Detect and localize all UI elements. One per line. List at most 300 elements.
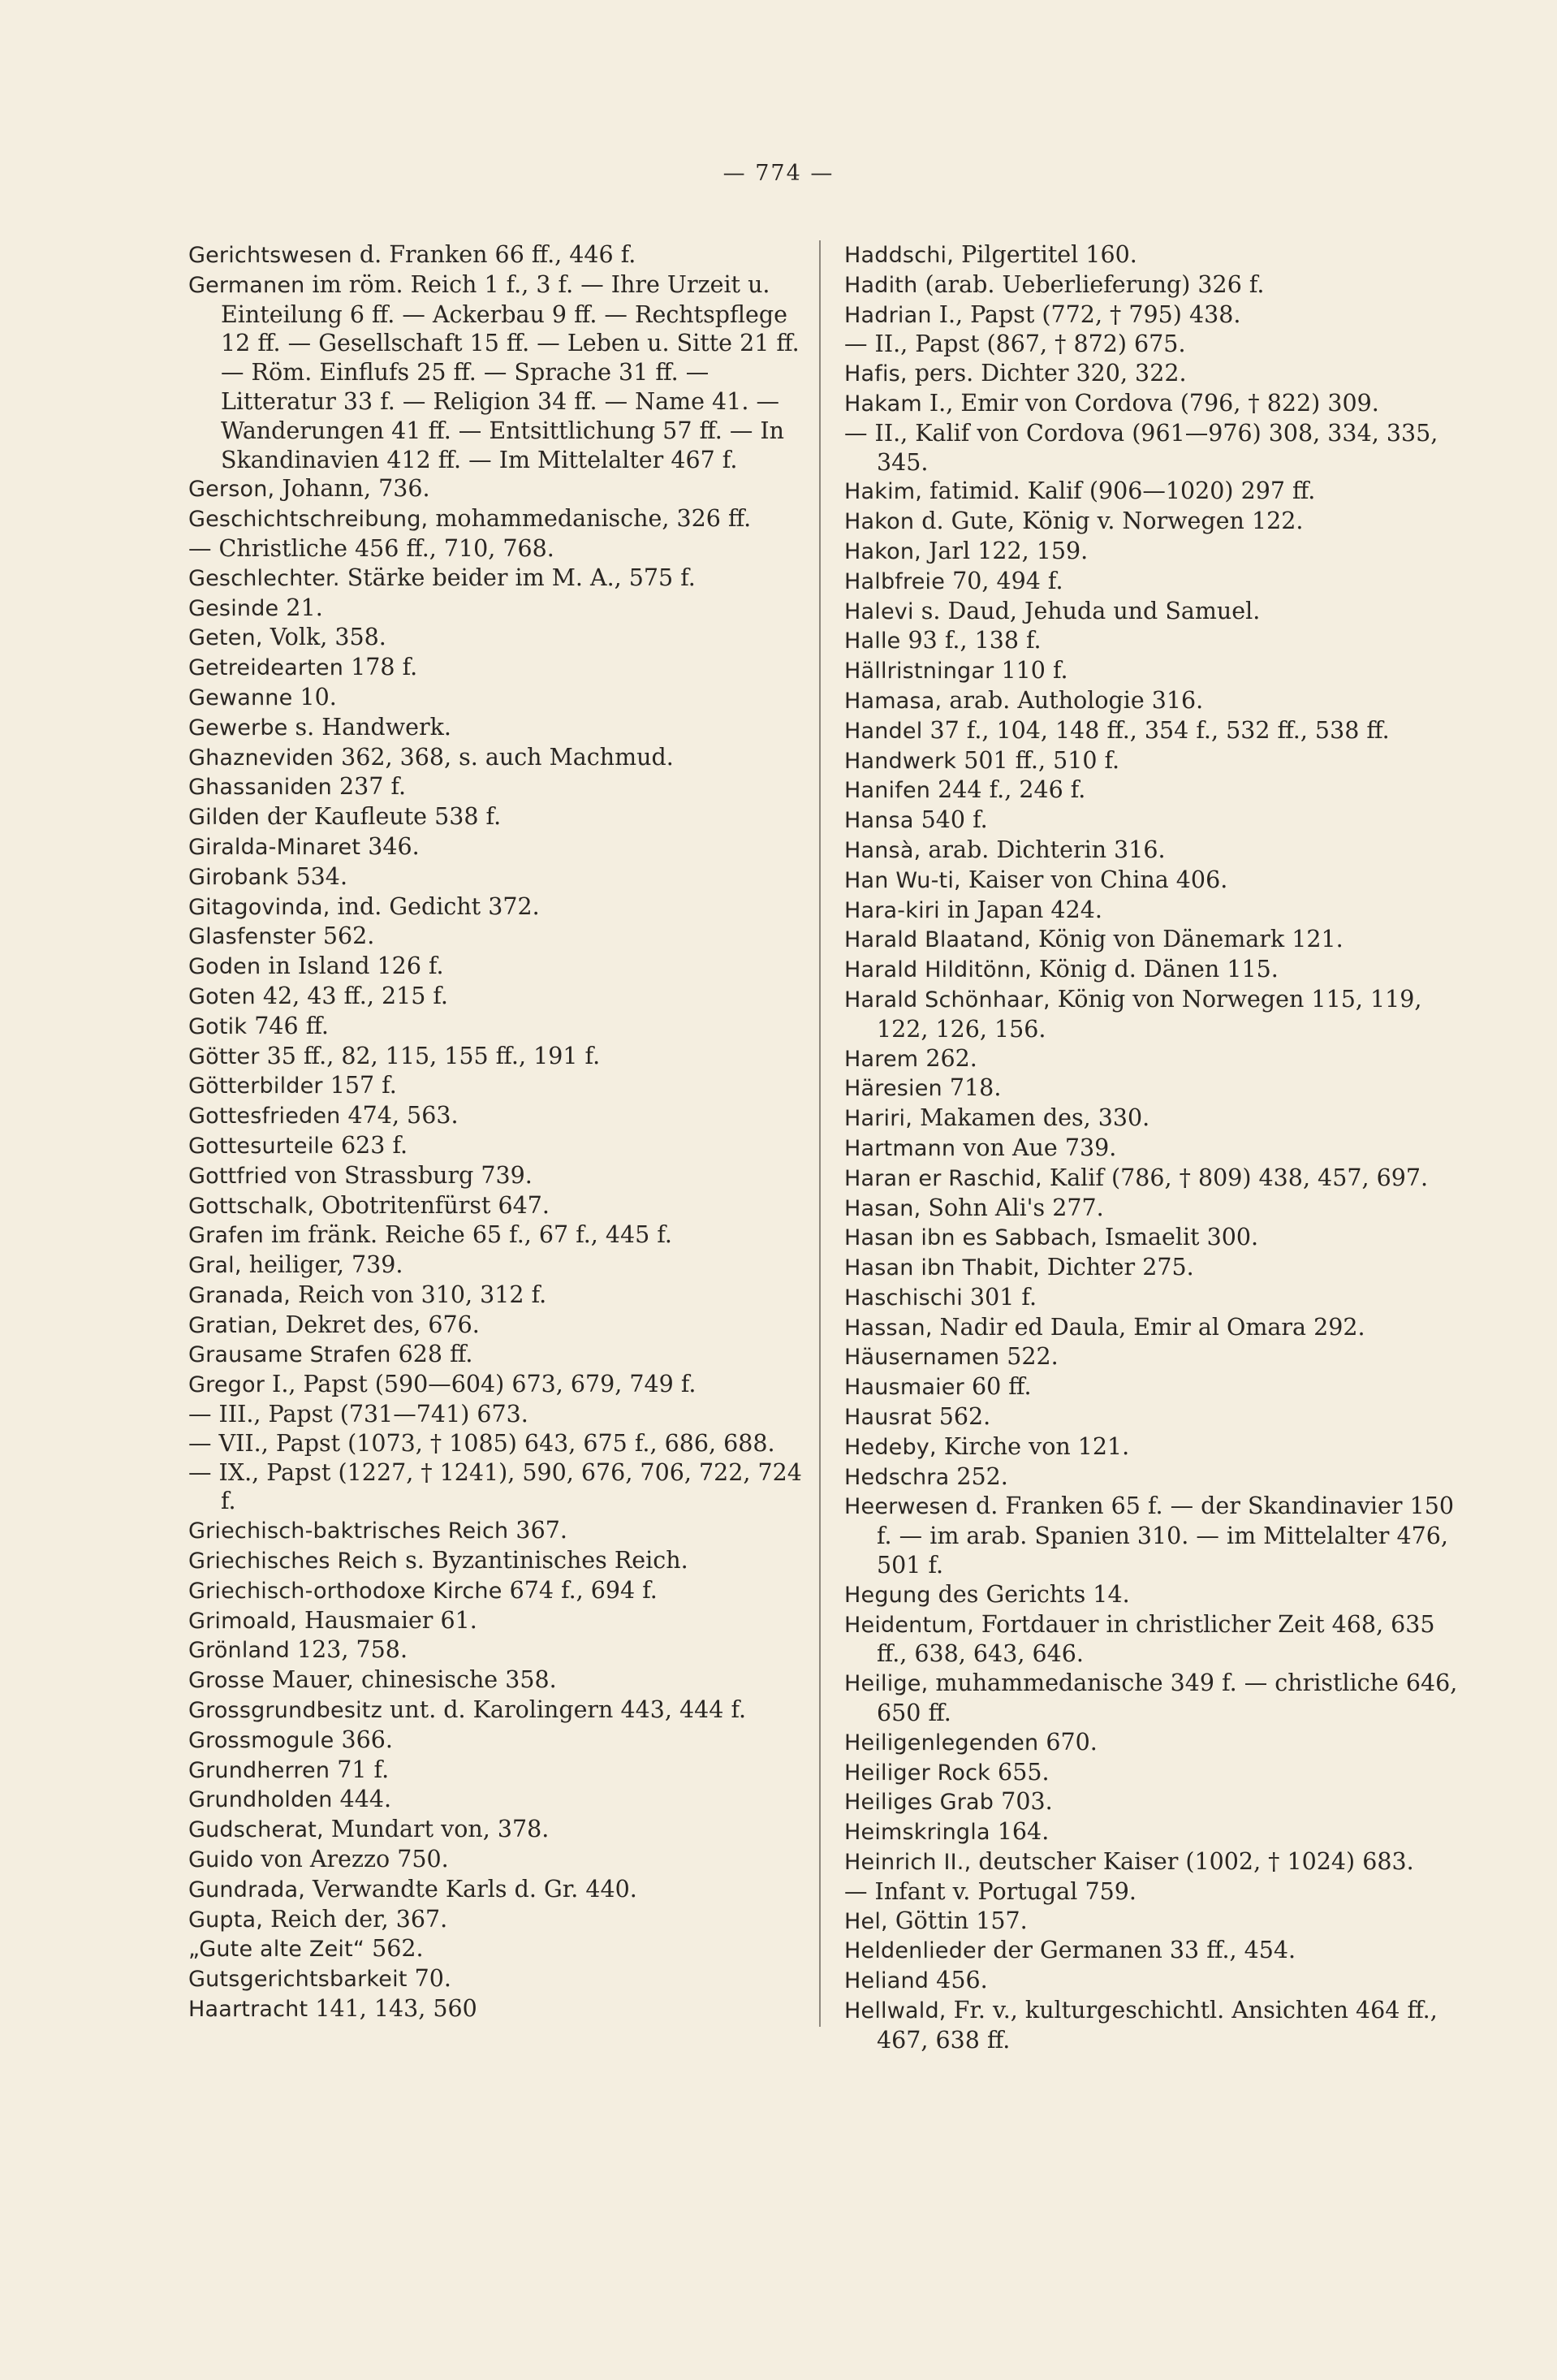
- entry-references: Reich der, 367.: [263, 1905, 448, 1933]
- index-column-right: [844, 240, 1461, 2055]
- entry-references: Mundart von, 378.: [323, 1816, 550, 1843]
- entry-references: s. Daud, Jehuda und Samuel.: [913, 597, 1261, 624]
- entry-headword: Guido: [188, 1847, 254, 1873]
- entry-headword: Hanifen: [844, 778, 931, 804]
- entry-headword: Harald Schönhaar,: [844, 987, 1050, 1013]
- index-entry: [844, 1104, 1461, 1134]
- index-entry: [188, 1161, 804, 1191]
- entry-headword: Ghassaniden: [188, 775, 332, 801]
- entry-references: 746 ff.: [247, 1012, 329, 1039]
- index-entry: [844, 1996, 1461, 2055]
- entry-references: Göttin 157.: [887, 1907, 1028, 1934]
- index-entry: [188, 1250, 804, 1281]
- entry-headword: Gratian,: [188, 1312, 278, 1338]
- index-entry: [188, 802, 804, 832]
- index-entry: [844, 775, 1461, 806]
- entry-headword: Haschischi: [844, 1285, 963, 1311]
- entry-headword: Gregor: [188, 1372, 265, 1398]
- index-entry: [188, 1934, 804, 1964]
- index-entry: [188, 1220, 804, 1250]
- index-entry: [844, 1492, 1461, 1579]
- index-entry: [844, 925, 1461, 955]
- index-entry: [188, 564, 804, 594]
- entry-headword: Glasfenster: [188, 924, 316, 950]
- entry-references: 703.: [994, 1788, 1053, 1816]
- index-entry: [188, 1042, 804, 1072]
- entry-headword: Hariri,: [844, 1106, 913, 1132]
- index-entry: [844, 836, 1461, 866]
- index-entry: [844, 507, 1461, 537]
- index-entry: [844, 419, 1461, 477]
- entry-headword: Gupta,: [188, 1907, 264, 1933]
- index-entry: [188, 1606, 804, 1636]
- entry-references: Pilgertitel 160.: [954, 241, 1137, 268]
- entry-references: 534.: [288, 862, 348, 890]
- index-entry: [844, 1877, 1461, 1907]
- entry-references: d. Gute, König v. Norwegen 122.: [914, 508, 1304, 535]
- index-entry: [188, 832, 804, 862]
- entry-references: 623 f.: [333, 1131, 408, 1159]
- entry-references: fatimid. Kalif (906—1020) 297 ff.: [922, 477, 1316, 505]
- index-entry: [188, 1191, 804, 1221]
- entry-headword: Geschichtschreibung,: [188, 507, 429, 533]
- entry-references: 301 f.: [962, 1283, 1037, 1311]
- entry-headword: Heldenlieder: [844, 1938, 986, 1964]
- index-entry: [844, 1223, 1461, 1253]
- entry-headword: Grosse: [188, 1668, 265, 1694]
- entry-references: 178 f.: [343, 654, 418, 681]
- index-entry: [188, 743, 804, 773]
- index-entry: [844, 359, 1461, 389]
- entry-headword: Grimoald,: [188, 1608, 297, 1634]
- index-entry: [188, 892, 804, 922]
- entry-references: ind. Gedicht 372.: [330, 892, 540, 920]
- index-entry: [188, 1101, 804, 1131]
- index-entry: [844, 896, 1461, 926]
- entry-references: 70, 494 f.: [945, 567, 1063, 594]
- entry-references: 157 f.: [322, 1072, 397, 1099]
- entry-headword: Grausame Strafen: [188, 1342, 391, 1368]
- entry-headword: Hegung: [844, 1582, 931, 1608]
- index-entry: [844, 389, 1461, 419]
- index-entry: [844, 1253, 1461, 1283]
- entry-headword: Hedeby,: [844, 1434, 937, 1460]
- entry-references: Nadir ed Daula, Emir al Omara 292.: [932, 1313, 1365, 1341]
- entry-headword: Harald Hilditönn,: [844, 957, 1032, 983]
- index-entry: [188, 270, 804, 475]
- entry-references: I., Emir von Cordova (796, † 822) 309.: [921, 389, 1379, 417]
- entry-headword: Granada,: [188, 1282, 291, 1308]
- entry-references: 628 ff.: [390, 1341, 473, 1368]
- index-entry: [188, 1458, 804, 1517]
- index-entry: [188, 713, 804, 743]
- entry-headword: Germanen: [188, 272, 305, 298]
- entry-references: Mauer, chinesische 358.: [264, 1666, 557, 1694]
- index-entry: [844, 1402, 1461, 1432]
- index-entry: [844, 1907, 1461, 1937]
- entry-headword: Heiliger Rock: [844, 1760, 990, 1786]
- index-entry: [844, 985, 1461, 1044]
- entry-headword: Gottfried: [188, 1163, 288, 1189]
- entry-headword: Heimskringla: [844, 1820, 990, 1846]
- entry-references: 70.: [407, 1965, 451, 1993]
- index-entry: [844, 1610, 1461, 1669]
- index-entry: [188, 1964, 804, 1994]
- entry-references: 346.: [360, 832, 420, 860]
- index-entry: [188, 1311, 804, 1341]
- entry-headword: Heinrich II.,: [844, 1850, 972, 1876]
- index-entry: [188, 862, 804, 892]
- entry-references: 164.: [990, 1818, 1050, 1846]
- entry-references: Obotritenfürst 647.: [314, 1191, 550, 1219]
- index-column-left: [188, 240, 804, 2024]
- entry-references: Verwandte Karls d. Gr. 440.: [305, 1875, 637, 1903]
- entry-references: 655.: [990, 1758, 1050, 1786]
- index-entry: [844, 1728, 1461, 1758]
- entry-headword: Gitagovinda,: [188, 894, 330, 920]
- entry-references: 670.: [1038, 1728, 1098, 1756]
- entry-references: 474, 563.: [340, 1102, 459, 1130]
- index-entry: [844, 626, 1461, 656]
- entry-headword: Heerwesen: [844, 1494, 968, 1520]
- index-entry: [844, 1787, 1461, 1817]
- entry-headword: Grossgrundbesitz: [188, 1698, 382, 1724]
- entry-references: 237 f.: [331, 773, 407, 801]
- entry-headword: Gilden: [188, 805, 260, 831]
- entry-headword: Hamasa,: [844, 688, 942, 714]
- index-entry: [188, 653, 804, 683]
- entry-references: (arab. Ueberlieferung) 326 f.: [917, 270, 1265, 298]
- entry-headword: Heilige,: [844, 1671, 929, 1697]
- index-entry: [188, 1429, 804, 1458]
- entry-references: von Aue 739.: [955, 1134, 1117, 1161]
- entry-references: 252.: [949, 1462, 1008, 1490]
- entry-headword: Gottesurteile: [188, 1133, 334, 1159]
- entry-references: Dichter 275.: [1039, 1254, 1194, 1281]
- entry-headword: Griechisches Reich: [188, 1549, 399, 1574]
- index-entry: [844, 1372, 1461, 1402]
- index-entry: [844, 1580, 1461, 1610]
- index-entry: [188, 594, 804, 624]
- entry-headword: Goten: [188, 983, 256, 1009]
- entry-references: Dekret des, 676.: [278, 1311, 480, 1338]
- index-entry: [188, 1546, 804, 1576]
- entry-headword: Halbfreie: [844, 568, 946, 594]
- entry-references: 444.: [332, 1786, 392, 1813]
- entry-headword: Heliand: [844, 1968, 929, 1994]
- entry-headword: Han Wu-ti,: [844, 867, 961, 893]
- index-entry: [188, 474, 804, 504]
- entry-headword: Götter: [188, 1043, 260, 1069]
- index-entry: [844, 1462, 1461, 1492]
- entry-references: mohammedanische, 326 ff.: [428, 505, 752, 533]
- index-entry: [188, 1576, 804, 1606]
- entry-references: König von Dänemark 121.: [1031, 926, 1344, 953]
- index-entry: [188, 952, 804, 982]
- index-entry: [188, 1131, 804, 1161]
- index-entry: [188, 1756, 804, 1786]
- entry-references: 540 f.: [913, 806, 988, 834]
- entry-references: — VII., Papst (1073, † 1085) 643, 675 f., 686, 688.: [188, 1429, 775, 1457]
- entry-references: — II., Papst (867, † 872) 675.: [844, 330, 1186, 358]
- entry-headword: Hausrat: [844, 1405, 932, 1431]
- entry-headword: Halle: [844, 628, 901, 654]
- entry-headword: Hel,: [844, 1908, 888, 1934]
- entry-references: 362, 368, s. auch Machmud.: [334, 743, 674, 771]
- entry-references: pers. Dichter 320, 322.: [907, 360, 1187, 387]
- entry-headword: Harald Blaatand,: [844, 927, 1031, 953]
- index-entry: [188, 1994, 804, 2024]
- entry-references: — III., Papst (731—741) 673.: [188, 1401, 528, 1428]
- entry-references: von Strassburg 739.: [287, 1161, 533, 1189]
- entry-headword: Gutsgerichtsbarkeit: [188, 1967, 408, 1993]
- entry-headword: Heiligenlegenden: [844, 1730, 1039, 1756]
- entry-headword: Gottschalk,: [188, 1193, 315, 1219]
- entry-references: d. Franken 66 ff., 446 f.: [352, 241, 636, 268]
- entry-references: 367.: [508, 1517, 567, 1544]
- entry-references: König d. Dänen 115.: [1031, 956, 1279, 983]
- entry-references: unt. d. Karolingern 443, 444 f.: [382, 1696, 747, 1724]
- index-entry: [188, 1516, 804, 1546]
- entry-headword: Hansà,: [844, 837, 921, 863]
- entry-references: 501 ff., 510 f.: [956, 746, 1120, 774]
- index-entry: [844, 746, 1461, 776]
- entry-references: 718.: [942, 1074, 1002, 1102]
- index-entry: [844, 1313, 1461, 1343]
- entry-headword: Gesinde: [188, 595, 279, 621]
- entry-references: der Germanen 33 ff., 454.: [986, 1937, 1296, 1964]
- entry-references: Volk, 358.: [262, 624, 386, 651]
- index-entry: [844, 240, 1461, 270]
- index-entry: [188, 1012, 804, 1042]
- entry-references: I., Papst (590—604) 673, 679, 749 f.: [265, 1371, 697, 1398]
- index-entry: [844, 866, 1461, 896]
- index-entry: [188, 1340, 804, 1370]
- entry-headword: Hällristningar: [844, 659, 994, 685]
- entry-references: Reich von 310, 312 f.: [291, 1281, 547, 1308]
- index-entry: [188, 1726, 804, 1756]
- entry-references: in Japan 424.: [939, 896, 1102, 923]
- entry-headword: Geschlechter.: [188, 565, 340, 591]
- entry-headword: Hasan,: [844, 1195, 921, 1221]
- index-entry: [844, 1758, 1461, 1788]
- entry-headword: „Gute alte Zeit“: [188, 1937, 365, 1963]
- entry-headword: Hasan ibn es Sabbach,: [844, 1225, 1098, 1251]
- index-entry: [844, 1669, 1461, 1728]
- entry-references: arab. Authologie 316.: [942, 686, 1204, 714]
- entry-headword: Grafen: [188, 1223, 264, 1249]
- index-entry: [844, 716, 1461, 746]
- entry-headword: Hansa: [844, 808, 914, 834]
- entry-references: — IX., Papst (1227, † 1241), 590, 676, 706, 722, 724 f.: [188, 1458, 802, 1515]
- entry-references: 562.: [931, 1403, 991, 1431]
- index-entry: [844, 1194, 1461, 1224]
- index-entry: [844, 300, 1461, 330]
- index-entry: [188, 1370, 804, 1400]
- entry-headword: Handwerk: [844, 748, 957, 774]
- entry-references: Stärke beider im M. A., 575 f.: [339, 564, 696, 591]
- entry-headword: Gerichtswesen: [188, 243, 352, 268]
- index-entry: [188, 1665, 804, 1695]
- entry-references: Kaiser von China 406.: [960, 866, 1228, 893]
- index-entry: [844, 537, 1461, 567]
- entry-headword: Haartracht: [188, 1997, 308, 2023]
- index-entry: [188, 623, 804, 653]
- entry-headword: Götterbilder: [188, 1073, 323, 1099]
- entry-references: 141, 143, 560: [308, 1995, 477, 2023]
- entry-references: deutscher Kaiser (1002, † 1024) 683.: [971, 1848, 1414, 1876]
- entry-references: 366.: [334, 1726, 393, 1753]
- index-entry: [844, 686, 1461, 716]
- index-entry: [188, 772, 804, 802]
- entry-headword: Gudscherat,: [188, 1817, 324, 1843]
- entry-headword: Hafis,: [844, 361, 908, 387]
- entry-headword: Hara-kiri: [844, 897, 940, 923]
- entry-references: 60 ff.: [964, 1373, 1032, 1401]
- index-entry: [844, 330, 1461, 359]
- index-entry: [844, 1936, 1461, 1966]
- index-entry: [844, 1342, 1461, 1372]
- index-entry: [188, 1635, 804, 1665]
- entry-headword: Giralda-Minaret: [188, 834, 361, 860]
- entry-references: 562.: [315, 922, 375, 950]
- index-entry: [844, 1432, 1461, 1462]
- index-entry: [844, 1966, 1461, 1996]
- index-entry: [188, 1905, 804, 1935]
- index-entry: [844, 1044, 1461, 1074]
- entry-references: 562.: [364, 1935, 424, 1963]
- entry-references: Sohn Ali's 277.: [921, 1194, 1104, 1221]
- index-entry: [188, 1875, 804, 1905]
- page-number: — 774 —: [722, 161, 835, 186]
- index-entry: [188, 1281, 804, 1311]
- entry-headword: Grönland: [188, 1638, 290, 1664]
- index-entry: [844, 477, 1461, 507]
- entry-headword: Haran er Raschid,: [844, 1165, 1042, 1191]
- entry-references: Johann, 736.: [274, 475, 430, 503]
- entry-references: 244 f., 246 f.: [930, 776, 1086, 804]
- entry-references: von Arezzo 750.: [253, 1846, 449, 1873]
- entry-references: 674 f., 694 f.: [502, 1576, 658, 1604]
- index-entry: [188, 982, 804, 1012]
- entry-headword: Gottesfrieden: [188, 1104, 341, 1130]
- index-entry: [844, 567, 1461, 597]
- entry-headword: Gewanne: [188, 685, 293, 711]
- entry-headword: Hasan ibn Thabit,: [844, 1255, 1040, 1281]
- entry-headword: Grossmogule: [188, 1727, 334, 1753]
- index-entry: [844, 1164, 1461, 1194]
- entry-references: Fortdauer in christlicher Zeit 468, 635 ff., 638, 643, 646.: [877, 1610, 1435, 1668]
- entry-headword: Hadrian: [844, 302, 932, 328]
- entry-headword: Griechisch-baktrisches Reich: [188, 1518, 509, 1544]
- entry-headword: Haddschi,: [844, 243, 955, 268]
- entry-headword: Hadith: [844, 272, 918, 298]
- entry-references: Kalif (786, † 809) 438, 457, 697.: [1042, 1164, 1429, 1191]
- index-entry: [188, 1845, 804, 1875]
- entry-references: 123, 758.: [289, 1636, 408, 1664]
- entry-headword: Heidentum,: [844, 1612, 974, 1638]
- index-entry: [844, 270, 1461, 300]
- entry-references: Jarl 122, 159.: [921, 537, 1089, 564]
- entry-headword: Handel: [844, 718, 923, 744]
- entry-headword: Häusernamen: [844, 1345, 1000, 1371]
- entry-references: Makamen des, 330.: [912, 1104, 1150, 1132]
- entry-references: im fränk. Reiche 65 f., 67 f., 445 f.: [264, 1221, 672, 1249]
- entry-headword: Gundrada,: [188, 1877, 305, 1903]
- index-entry: [188, 240, 804, 270]
- entry-references: — Infant v. Portugal 759.: [844, 1877, 1136, 1905]
- index-entry: [188, 534, 804, 564]
- index-entry: [188, 504, 804, 534]
- entry-references: Fr. v., kulturgeschichtl. Ansichten 464 ff., 467, 638 ff.: [877, 1997, 1438, 2054]
- entry-headword: Hausmaier: [844, 1375, 964, 1401]
- entry-headword: Hedschra: [844, 1464, 950, 1490]
- index-entry: [844, 1817, 1461, 1847]
- entry-references: im röm. Reich 1 f., 3 f. — Ihre Urzeit u. Einteilung 6 ff. — Ackerbau 9 ff. — Rechtspflege 12 ff. — Gesellschaft 15 ff. — Leben u. Sitte 21 ff. — Röm. Einflufs 25 ff. — Sprache 31 ff. — Litteratur 33 f. — Religion 34 ff. — Name 41. — Wanderungen 41 ff. — Entsittlichung 57 ff. — In Skandinavien 412 ff. — Im Mittelalter 467 f.: [221, 270, 800, 473]
- index-entry: [188, 922, 804, 952]
- entry-references: 110 f.: [994, 657, 1068, 685]
- entry-references: d. Franken 65 f. — der Skandinavier 150 f. — im arab. Spanien 310. — im Mittelalter 476, 501 f.: [877, 1492, 1454, 1579]
- entry-headword: Grundholden: [188, 1787, 333, 1813]
- entry-headword: Grundherren: [188, 1757, 330, 1783]
- index-entry: [188, 1785, 804, 1815]
- entry-headword: Gral,: [188, 1253, 242, 1279]
- entry-headword: Hellwald,: [844, 1998, 947, 2024]
- index-entry: [188, 1400, 804, 1429]
- entry-headword: Ghazneviden: [188, 745, 334, 771]
- entry-headword: Gewerbe: [188, 715, 288, 741]
- entry-headword: Harem: [844, 1046, 919, 1072]
- column-divider: [819, 240, 821, 2027]
- index-entry: [844, 1283, 1461, 1313]
- entry-references: I., Papst (772, † 795) 438.: [931, 300, 1241, 328]
- index-entry: [844, 1073, 1461, 1104]
- entry-references: 262.: [918, 1044, 977, 1072]
- entry-references: — II., Kalif von Cordova (961—976) 308, 334, 335, 345.: [844, 419, 1438, 476]
- entry-headword: Hakon,: [844, 538, 921, 564]
- entry-headword: Halevi: [844, 598, 914, 624]
- entry-references: in Island 126 f.: [261, 952, 444, 980]
- index-entry: [188, 1815, 804, 1845]
- index-entry: [188, 1695, 804, 1726]
- entry-references: Ismaelit 300.: [1098, 1224, 1259, 1251]
- entry-headword: Häresien: [844, 1076, 942, 1102]
- entry-references: Hausmaier 61.: [296, 1606, 477, 1634]
- index-entry: [844, 597, 1461, 627]
- entry-headword: Hassan,: [844, 1315, 933, 1341]
- entry-headword: Hakon: [844, 509, 915, 535]
- entry-references: 35 ff., 82, 115, 155 ff., 191 f.: [259, 1042, 601, 1069]
- entry-headword: Hartmann: [844, 1135, 956, 1161]
- entry-references: 10.: [292, 683, 337, 711]
- entry-references: 37 f., 104, 148 ff., 354 f., 532 ff., 538 ff.: [922, 716, 1390, 744]
- index-entry: [844, 1847, 1461, 1877]
- entry-headword: Getreidearten: [188, 655, 344, 681]
- index-entry: [844, 955, 1461, 985]
- entry-references: Kirche von 121.: [936, 1432, 1130, 1460]
- entry-references: 93 f., 138 f.: [900, 627, 1042, 654]
- entry-headword: Geten,: [188, 625, 263, 651]
- entry-headword: Hakim,: [844, 479, 923, 505]
- entry-headword: Heiliges Grab: [844, 1790, 994, 1816]
- entry-references: s. Byzantinisches Reich.: [398, 1547, 688, 1574]
- entry-headword: Goden: [188, 954, 261, 980]
- entry-references: s. Handwerk.: [287, 713, 451, 741]
- entry-headword: Gerson,: [188, 477, 275, 503]
- entry-references: 522.: [999, 1343, 1059, 1371]
- entry-references: heiliger, 739.: [241, 1251, 403, 1279]
- entry-references: des Gerichts 14.: [930, 1580, 1130, 1608]
